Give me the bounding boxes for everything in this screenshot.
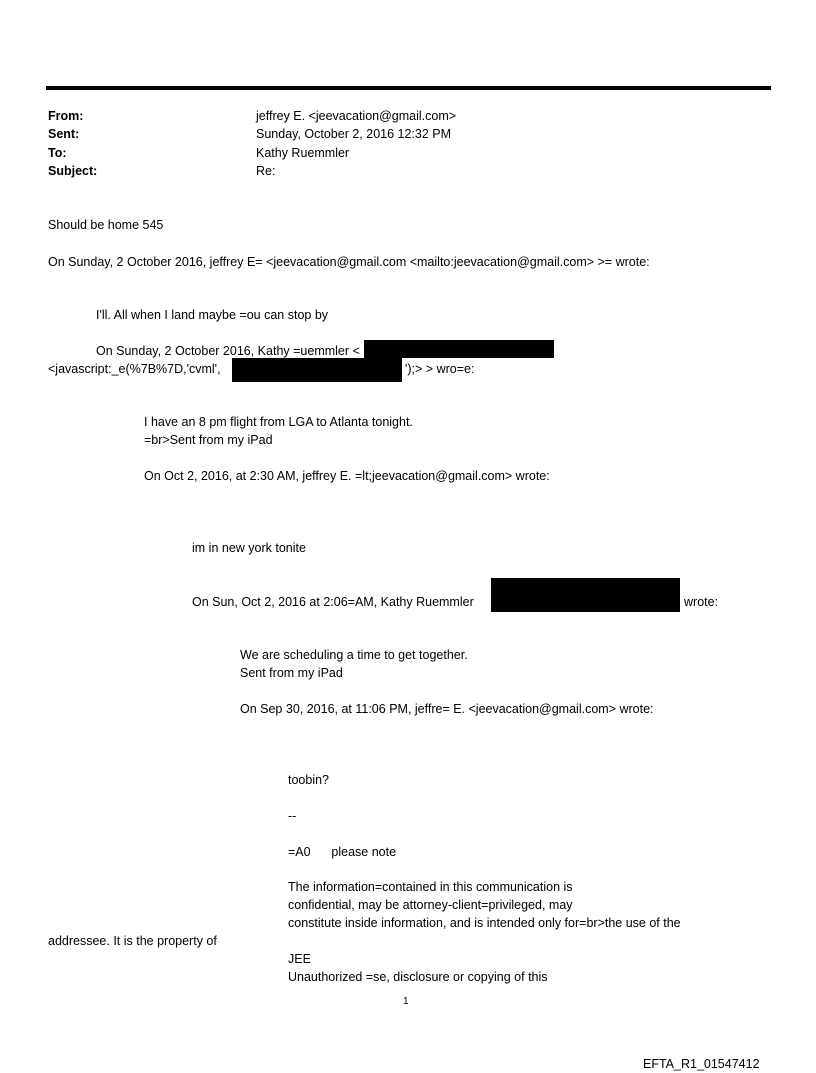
quote2-line-2: =br>Sent from my iPad: [144, 433, 273, 447]
body-line-2: On Sunday, 2 October 2016, jeffrey E= <jeevacation@gmail.com <mailto:jeevacation@gmail.com> >= wrote:: [48, 255, 650, 269]
to-value: Kathy Ruemmler: [256, 146, 350, 160]
disclaimer-line-5: JEE: [288, 952, 311, 966]
subject-value: Re:: [256, 164, 276, 178]
disclaimer-line-4: addressee. It is the property of: [48, 934, 217, 948]
sent-value: Sunday, October 2, 2016 12:32 PM: [256, 127, 452, 141]
bates-number: EFTA_R1_01547412: [643, 1057, 760, 1071]
body-line-1: Should be home 545: [48, 218, 164, 232]
redaction-box: [364, 340, 554, 358]
page-number: 1: [403, 996, 409, 1007]
from-label: From:: [48, 109, 84, 123]
quote4-line-2: Sent from my iPad: [240, 666, 343, 680]
signature-separator: --: [288, 809, 297, 823]
quote5-text: toobin?: [288, 773, 330, 787]
disclaimer-line-1: The information=contained in this communication is: [288, 880, 573, 894]
disclaimer-line-2: confidential, may be attorney-client=privileged, may: [288, 898, 573, 912]
quote3-attribution: On Sun, Oct 2, 2016 at 2:06=AM, Kathy Ruemmler: [192, 595, 474, 609]
quote3-attribution-end: wrote:: [684, 595, 719, 609]
quote1-text: I'll. All when I land maybe =ou can stop by: [96, 308, 329, 322]
sent-label: Sent:: [48, 127, 80, 141]
redaction-box: [491, 578, 680, 612]
to-label: To:: [48, 146, 67, 160]
redaction-box: [232, 358, 402, 382]
quote4-attribution: On Sep 30, 2016, at 11:06 PM, jeffre= E. <jeevacation@gmail.com> wrote:: [240, 702, 654, 716]
subject-label: Subject:: [48, 164, 98, 178]
disclaimer-line-3: constitute inside information, and is intended only for=br>the use of the: [288, 916, 681, 930]
from-value: jeffrey E. <jeevacation@gmail.com>: [256, 109, 457, 123]
quote3-text: im in new york tonite: [192, 541, 306, 555]
quote4-line-1: We are scheduling a time to get together.: [240, 648, 468, 662]
quote2-line-1: I have an 8 pm flight from LGA to Atlanta tonight.: [144, 415, 413, 429]
please-note: =A0 please note: [288, 845, 397, 859]
quote1-attribution-b: <javascript:_e(%7B%7D,'cvml',: [48, 362, 221, 376]
quote1-attribution-c: ');> > wro=e:: [405, 362, 475, 376]
quote1-attribution-a: On Sunday, 2 October 2016, Kathy =uemmler <: [96, 344, 360, 358]
quote2-attribution: On Oct 2, 2016, at 2:30 AM, jeffrey E. =lt;jeevacation@gmail.com> wrote:: [144, 469, 550, 483]
header-rule: [46, 86, 771, 90]
disclaimer-line-6: Unauthorized =se, disclosure or copying of this: [288, 970, 548, 984]
